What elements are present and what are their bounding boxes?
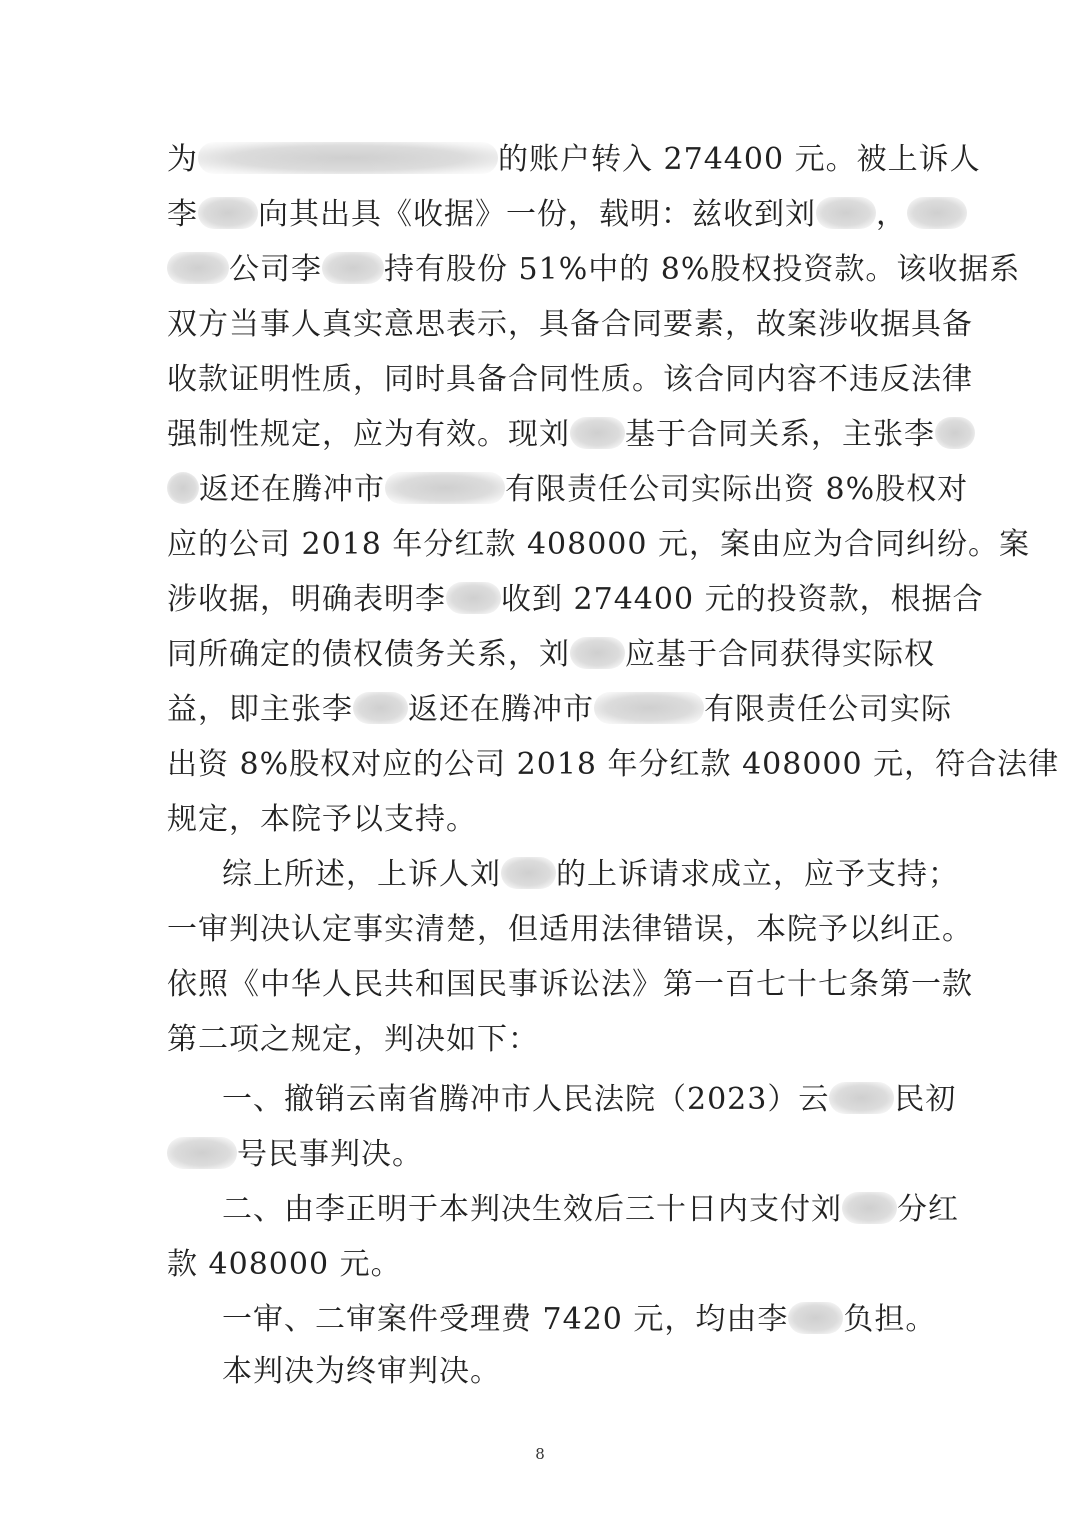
text-line xyxy=(222,855,982,895)
text-segment: 负担。 xyxy=(843,1302,937,1337)
redaction xyxy=(594,692,704,724)
text-segment: 收款证明性质，同时具备合同性质。该合同内容不违反法律 xyxy=(167,362,973,397)
text-segment: 收到 274400 元的投资款，根据合 xyxy=(501,582,984,617)
redaction xyxy=(167,252,229,284)
text-line xyxy=(167,1135,927,1175)
text-line xyxy=(167,635,935,675)
text-line xyxy=(167,360,973,400)
text-line xyxy=(167,305,973,345)
redaction xyxy=(322,252,384,284)
text-line xyxy=(167,415,935,455)
text-segment: 双方当事人真实意思表示，具备合同要素，故案涉收据具备 xyxy=(167,307,973,342)
text-segment: 李 xyxy=(167,197,198,232)
text-segment: 返还在腾冲市 xyxy=(199,472,385,507)
text-segment: 号民事判决。 xyxy=(237,1137,423,1172)
redaction xyxy=(788,1302,843,1334)
text-line xyxy=(167,1020,927,1060)
redaction xyxy=(816,197,876,229)
text-segment: 的账户转入 274400 元。被上诉人 xyxy=(498,142,981,177)
text-line xyxy=(167,525,1031,565)
redaction xyxy=(353,692,408,724)
text-line xyxy=(167,580,984,620)
text-line xyxy=(167,690,952,730)
text-segment: 益，即主张李 xyxy=(167,692,353,727)
text-segment: 的上诉请求成立，应予支持； xyxy=(556,857,959,892)
text-line xyxy=(167,250,1021,290)
text-segment: 一审、二审案件受理费 7420 元，均由李 xyxy=(222,1302,789,1337)
text-line xyxy=(222,1190,982,1230)
text-segment: 本判决为终审判决。 xyxy=(222,1354,501,1389)
text-segment: 依照《中华人民共和国民事诉讼法》第一百七十七条第一款 xyxy=(167,967,973,1002)
text-line xyxy=(167,1245,927,1285)
page-number: 8 xyxy=(535,1445,545,1463)
text-segment: 分红 xyxy=(897,1192,959,1227)
text-segment: 民初 xyxy=(894,1082,957,1117)
text-segment: 强制性规定，应为有效。现刘 xyxy=(167,417,570,452)
redaction xyxy=(501,857,556,889)
text-line xyxy=(167,910,973,950)
text-segment: 第二项之规定，判决如下： xyxy=(167,1022,539,1057)
text-segment: 公司李 xyxy=(229,252,322,287)
redaction xyxy=(198,197,258,229)
text-segment: ， xyxy=(876,197,907,232)
text-segment: 为 xyxy=(167,142,198,177)
text-line xyxy=(167,470,969,510)
text-segment: 有限责任公司实际 xyxy=(704,692,952,727)
redaction xyxy=(829,1082,894,1114)
text-line xyxy=(167,800,927,840)
text-segment: 一审判决认定事实清楚，但适用法律错误，本院予以纠正。 xyxy=(167,912,973,947)
redaction xyxy=(935,417,975,449)
text-segment: 款 408000 元。 xyxy=(167,1247,402,1282)
redaction xyxy=(446,582,501,614)
text-segment: 二、由李正明于本判决生效后三十日内支付刘 xyxy=(222,1192,842,1227)
text-segment: 应基于合同获得实际权 xyxy=(625,637,935,672)
text-segment: 返还在腾冲市 xyxy=(408,692,594,727)
redaction xyxy=(907,197,967,229)
text-line xyxy=(167,140,981,180)
text-segment: 同所确定的债权债务关系，刘 xyxy=(167,637,570,672)
text-segment: 规定，本院予以支持。 xyxy=(167,802,477,837)
redaction xyxy=(167,472,199,504)
text-segment: 有限责任公司实际出资 8%股权对 xyxy=(505,472,969,507)
text-segment: 向其出具《收据》一份，载明：兹收到刘 xyxy=(258,197,816,232)
text-line xyxy=(167,195,927,235)
text-segment: 一、撤销云南省腾冲市人民法院（2023）云 xyxy=(222,1082,830,1117)
redaction xyxy=(198,142,498,174)
redaction xyxy=(570,417,625,449)
text-line xyxy=(167,965,973,1005)
text-line xyxy=(222,1352,982,1392)
redaction xyxy=(167,1137,237,1169)
redaction xyxy=(842,1192,897,1224)
text-segment: 基于合同关系，主张李 xyxy=(625,417,935,452)
text-segment: 涉收据，明确表明李 xyxy=(167,582,446,617)
text-segment: 应的公司 2018 年分红款 408000 元，案由应为合同纠纷。案 xyxy=(167,527,1031,562)
text-line xyxy=(222,1080,982,1120)
text-line xyxy=(167,745,1060,785)
text-segment: 综上所述，上诉人刘 xyxy=(222,857,501,892)
redaction xyxy=(385,472,505,504)
text-segment: 持有股份 51%中的 8%股权投资款。该收据系 xyxy=(384,252,1021,287)
redaction xyxy=(570,637,625,669)
text-line xyxy=(222,1300,982,1340)
text-segment: 出资 8%股权对应的公司 2018 年分红款 408000 元，符合法律 xyxy=(167,747,1060,782)
